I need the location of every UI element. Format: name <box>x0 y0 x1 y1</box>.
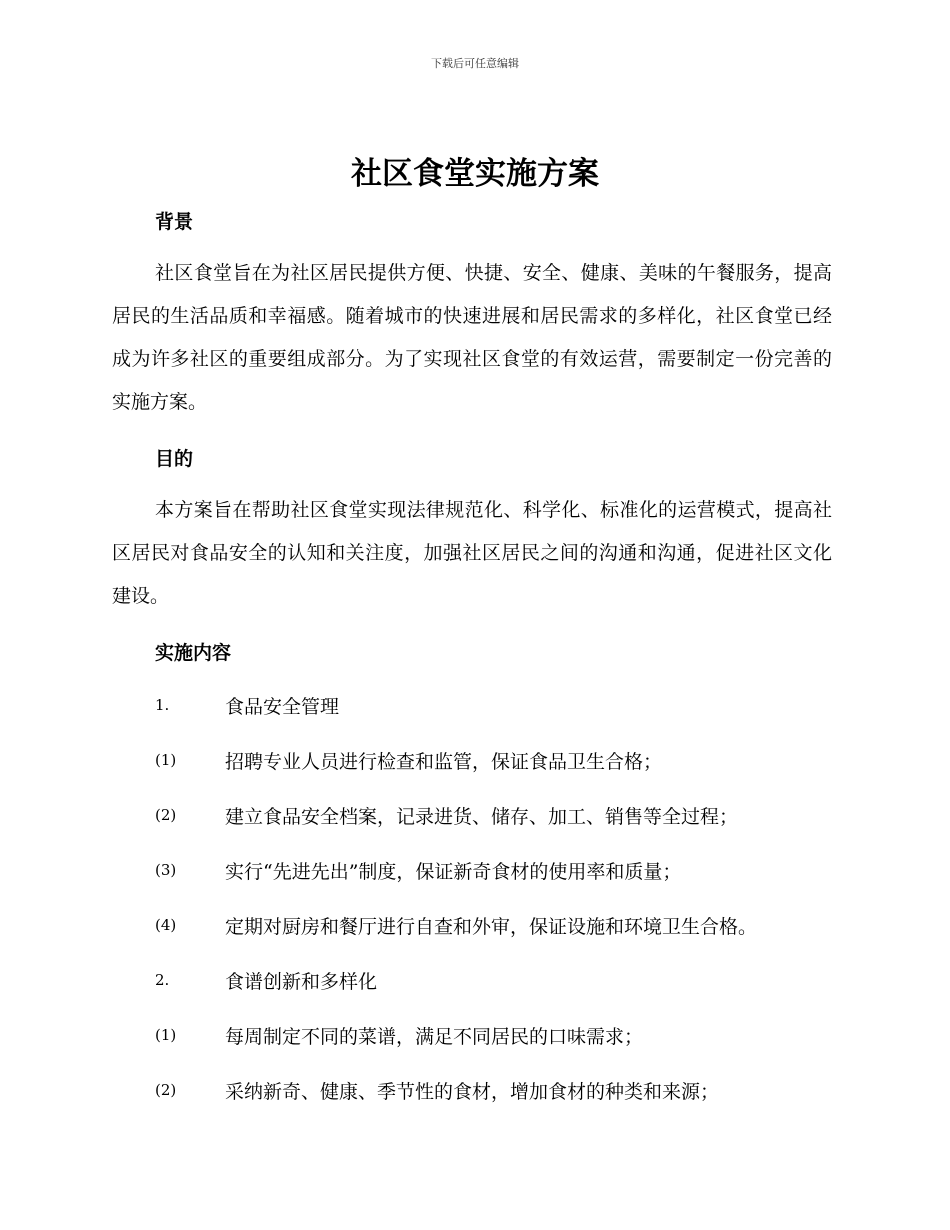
list-item <box>0 857 950 887</box>
list-item <box>0 967 950 997</box>
list-item-number: 2. <box>155 971 170 989</box>
list-item <box>0 1022 950 1052</box>
page-title: 社区食堂实施方案 <box>351 156 599 192</box>
list-item <box>0 747 950 777</box>
list-item-number: (2) <box>155 806 177 824</box>
list-item-number: 1. <box>155 696 170 714</box>
list-item <box>0 912 950 942</box>
list-item-number: (3) <box>155 861 177 879</box>
list-item-number: (2) <box>155 1081 177 1099</box>
paragraph-purpose: 本方案旨在帮助社区食堂实现法律规范化、科学化、标准化的运营模式，提高社区居民对食品安全的认知和关注度，加强社区居民之间的沟通和沟通，促进社区文化建设。 <box>112 499 832 607</box>
list-item-text: 每周制定不同的菜谱，满足不同居民的口味需求； <box>225 1026 644 1048</box>
list-item <box>0 1077 950 1107</box>
list-item-number: (1) <box>155 1026 177 1044</box>
list-item-text: 食品安全管理 <box>225 696 340 718</box>
list-item-text: 招聘专业人员进行检查和监管，保证食品卫生合格； <box>225 751 663 773</box>
section-heading-background: 背景 <box>155 211 194 233</box>
section-heading-content: 实施内容 <box>155 642 232 664</box>
list-item-text: 采纳新奇、健康、季节性的食材，增加食材的种类和来源； <box>225 1081 720 1103</box>
header-note: 下载后可任意编辑 <box>431 57 519 70</box>
list-item-text: 食谱创新和多样化 <box>225 971 378 993</box>
list-item-text: 建立食品安全档案，记录进货、储存、加工、销售等全过程； <box>225 806 739 828</box>
list-item-text: 实行“先进先出”制度，保证新奇食材的使用率和质量； <box>225 861 682 883</box>
section-heading-purpose: 目的 <box>155 448 194 470</box>
paragraph-background: 社区食堂旨在为社区居民提供方便、快捷、安全、健康、美味的午餐服务，提高居民的生活品质和幸福感。随着城市的快速进展和居民需求的多样化，社区食堂已经成为许多社区的重要组成部分。为了实现社区食堂的有效运营，需要制定一份完善的实施方案。 <box>112 262 832 413</box>
list-item-number: (4) <box>155 916 177 934</box>
list-item-number: (1) <box>155 751 177 769</box>
list-item <box>0 802 950 832</box>
list-item <box>0 692 950 722</box>
list-item-text: 定期对厨房和餐厅进行自查和外审，保证设施和环境卫生合格。 <box>225 916 758 938</box>
